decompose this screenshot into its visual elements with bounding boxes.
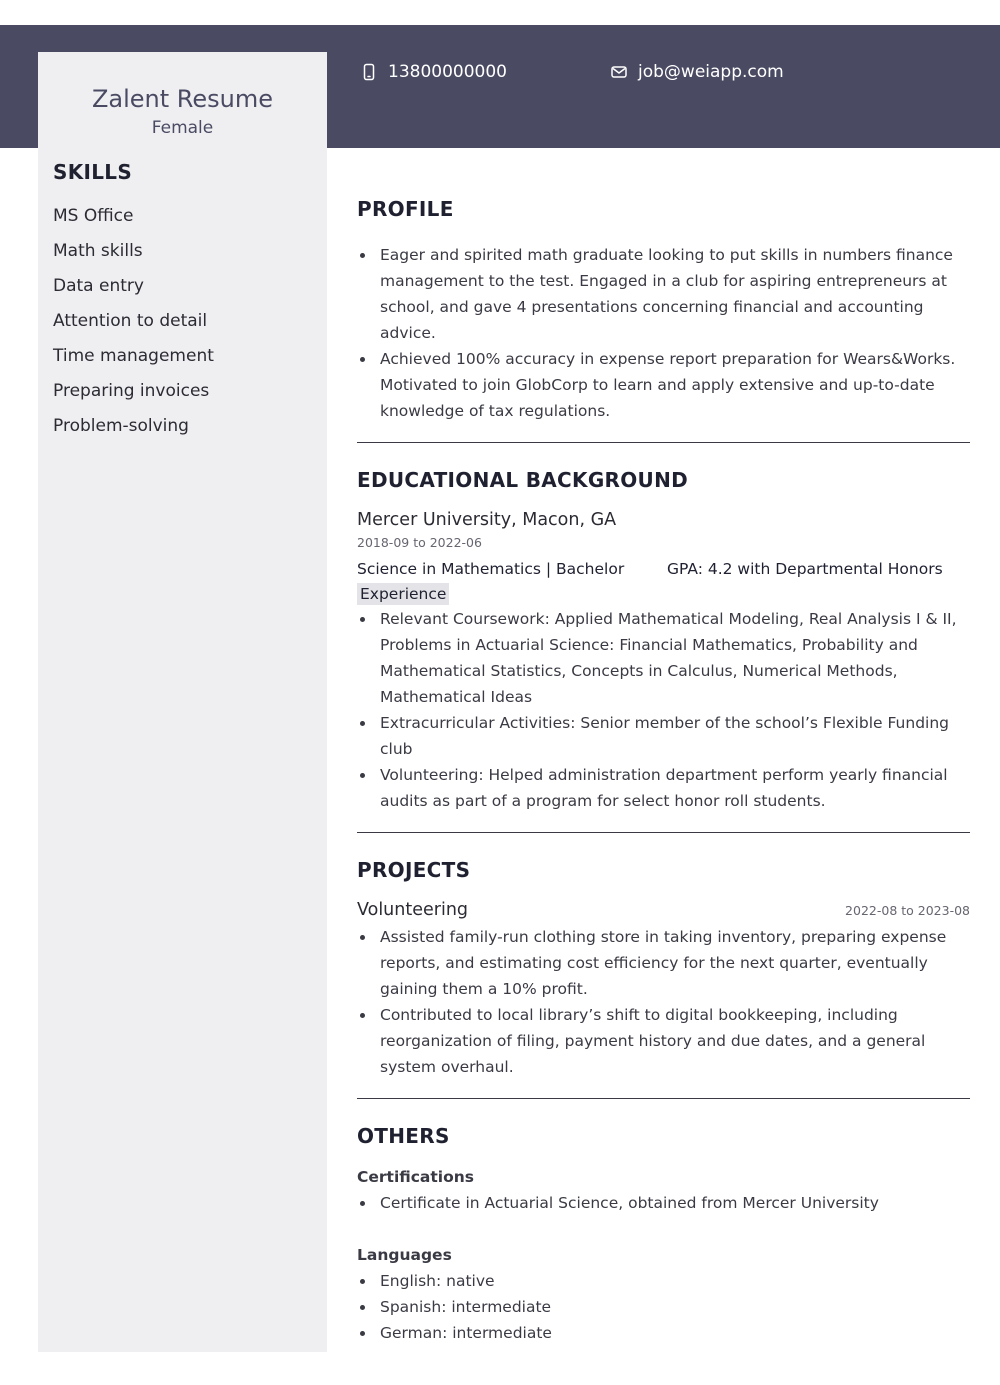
profile-section	[357, 195, 970, 443]
project-header	[357, 897, 970, 923]
contact-email	[610, 60, 784, 84]
education-item: Extracurricular Activities: Senior member of the school’s Flexible Funding club	[357, 710, 970, 762]
skills-list	[53, 199, 214, 444]
certifications-title: Certifications	[357, 1168, 475, 1186]
phone-number: 13800000000	[388, 62, 507, 82]
experience-tag: Experience	[357, 583, 449, 605]
skill-item: Attention to detail	[53, 311, 208, 331]
language-item: Spanish: intermediate	[357, 1294, 970, 1320]
projects-section	[357, 856, 970, 1099]
section-divider	[357, 832, 970, 833]
skill-item: Data entry	[53, 276, 144, 296]
project-item: Contributed to local library’s shift to digital bookkeeping, including reorganization of filing, payment history and due dates, and a general system overhaul.	[357, 1002, 970, 1080]
others-section	[357, 1122, 970, 1346]
profile-title: PROFILE	[357, 197, 454, 221]
main-column	[357, 195, 970, 1346]
phone-icon	[360, 63, 378, 81]
languages-list	[357, 1268, 970, 1346]
resume-gender: Female	[151, 118, 214, 138]
education-section	[357, 466, 970, 833]
profile-list	[357, 242, 970, 424]
others-title: OTHERS	[357, 1124, 450, 1148]
language-item: English: native	[357, 1268, 970, 1294]
skill-item: Time management	[53, 346, 214, 366]
education-title: EDUCATIONAL BACKGROUND	[357, 468, 689, 492]
project-dates: 2022-08 to 2023-08	[845, 903, 970, 918]
skill-item: MS Office	[53, 206, 134, 226]
degree: Science in Mathematics | Bachelor	[357, 560, 625, 578]
certification-item: Certificate in Actuarial Science, obtained from Mercer University	[357, 1190, 970, 1216]
project-item: Assisted family-run clothing store in taking inventory, preparing expense reports, and estimating cost efficiency for the next quarter, eventually gaining them a 10% profit.	[357, 924, 970, 1002]
section-divider	[357, 1098, 970, 1099]
education-list	[357, 606, 970, 814]
projects-list	[357, 924, 970, 1080]
education-item: Relevant Coursework: Applied Mathematical Modeling, Real Analysis I & II, Problems in Actuarial Science: Financial Mathematics, Probability and Mathematical Statistics, Concepts in Calculus, Numerical Methods, Mathematical Ideas	[357, 606, 970, 710]
education-item: Volunteering: Helped administration department perform yearly financial audits as part of a program for select honor roll students.	[357, 762, 970, 814]
email-address: job@weiapp.com	[638, 62, 784, 82]
education-dates: 2018-09 to 2022-06	[357, 535, 482, 550]
projects-title: PROJECTS	[357, 858, 471, 882]
school-name: Mercer University, Macon, GA	[357, 510, 617, 530]
project-name: Volunteering	[357, 900, 469, 920]
profile-item: Achieved 100% accuracy in expense report preparation for Wears&Works. Motivated to join GlobCorp to learn and apply extensive and up-to-date knowledge of tax regulations.	[357, 346, 970, 424]
degree-row	[357, 556, 970, 582]
languages-title: Languages	[357, 1246, 452, 1264]
skill-item: Problem-solving	[53, 416, 189, 436]
skill-item: Math skills	[53, 241, 143, 261]
resume-name: Zalent Resume	[91, 85, 274, 113]
certifications-list	[357, 1190, 970, 1216]
section-divider	[357, 442, 970, 443]
sidebar	[38, 52, 327, 1352]
mail-icon	[610, 63, 628, 81]
gpa: GPA: 4.2 with Departmental Honors	[667, 560, 943, 578]
skills-title: SKILLS	[53, 160, 133, 184]
language-item: German: intermediate	[357, 1320, 970, 1346]
contact-phone	[360, 60, 507, 84]
profile-item: Eager and spirited math graduate looking to put skills in numbers finance management to the test. Engaged in a club for aspiring entrepreneurs at school, and gave 4 presentations concerning financial and accounting advice.	[357, 242, 970, 346]
skill-item: Preparing invoices	[53, 381, 210, 401]
name-block	[38, 52, 327, 140]
